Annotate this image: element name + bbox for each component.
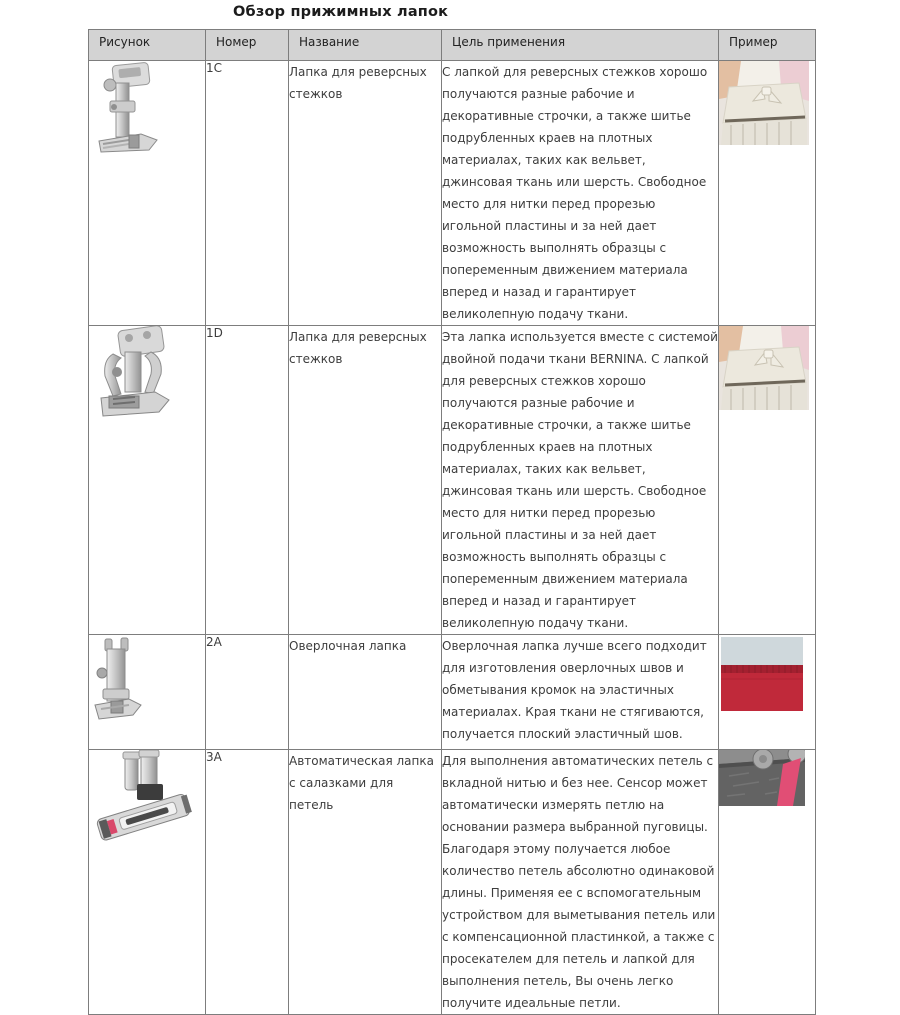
foot-number: 3A — [206, 750, 289, 1015]
figure-cell-1c — [89, 61, 206, 326]
foot-number: 2A — [206, 635, 289, 750]
table-header-row — [89, 30, 816, 61]
header-example: Пример — [719, 30, 816, 61]
presser-foot-1c-image — [89, 61, 167, 169]
example-cell-1d — [719, 326, 816, 635]
presser-foot-1d-image — [89, 326, 181, 438]
figure-cell-1d — [89, 326, 206, 635]
header-figure: Рисунок — [89, 30, 206, 61]
presser-foot-2a-image — [89, 635, 151, 741]
table-row — [89, 635, 816, 750]
figure-cell-3a — [89, 750, 206, 1015]
figure-cell-2a — [89, 635, 206, 750]
skirt-example-image — [719, 61, 809, 145]
foot-number: 1C — [206, 61, 289, 326]
skirt-example-image — [719, 326, 809, 410]
foot-name: Лапка для реверсных стежков — [289, 61, 442, 326]
foot-number: 1D — [206, 326, 289, 635]
presser-foot-3a-image — [89, 750, 199, 846]
foot-name: Оверлочная лапка — [289, 635, 442, 750]
example-cell-3a — [719, 750, 816, 1015]
table-row — [89, 750, 816, 1015]
foot-purpose: Оверлочная лапка лучше всего подходит для изготовления оверлочных швов и обметывания кромок на эластичных материалах. Края ткани не стягиваются, получается плоский эластичный шов. — [442, 635, 719, 750]
presser-feet-table — [88, 29, 816, 1015]
table-row — [89, 326, 816, 635]
header-number: Номер — [206, 30, 289, 61]
page-title: Обзор прижимных лапок — [233, 4, 449, 20]
foot-purpose: Эта лапка используется вместе с системой двойной подачи ткани BERNINA. С лапкой для реверсных стежков хорошо получаются разные рабочие и декоративные строчки, а также шитье подрубленных краев на плотных материалах, таких как вельвет, джинсовая ткань или шерсть. Свободное место для нитки перед прорезью игольной пластины и за ней дает возможность выполнять образцы с попеременным движением материала вперед и назад и гарантирует великолепную подачу ткани. — [442, 326, 719, 635]
example-cell-1c — [719, 61, 816, 326]
foot-name: Лапка для реверсных стежков — [289, 326, 442, 635]
header-purpose: Цель применения — [442, 30, 719, 61]
table-row — [89, 61, 816, 326]
header-name: Название — [289, 30, 442, 61]
red-seam-example-image — [719, 635, 805, 713]
foot-name: Автоматическая лапка с салазками для петель — [289, 750, 442, 1015]
example-cell-2a — [719, 635, 816, 750]
gray-fabric-example-image — [719, 750, 805, 806]
foot-purpose: Для выполнения автоматических петель с вкладной нитью и без нее. Сенсор может автоматически измерять петлю на основании размера выбранной пуговицы. Благодаря этому получается любое количество петель абсолютно одинаковой длины. Применяя ее с вспомогательным устройством для выметывания петель или с компенсационной пластинкой, а также с просекателем для петель и лапкой для выполнения петель, Вы очень легко получите идеальные петли. — [442, 750, 719, 1015]
foot-purpose: С лапкой для реверсных стежков хорошо получаются разные рабочие и декоративные строчки, а также шитье подрубленных краев на плотных материалах, таких как вельвет, джинсовая ткань или шерсть. Свободное место для нитки перед прорезью игольной пластины и за ней дает возможность выполнять образцы с попеременным движением материала вперед и назад и гарантирует великолепную подачу ткани. — [442, 61, 719, 326]
